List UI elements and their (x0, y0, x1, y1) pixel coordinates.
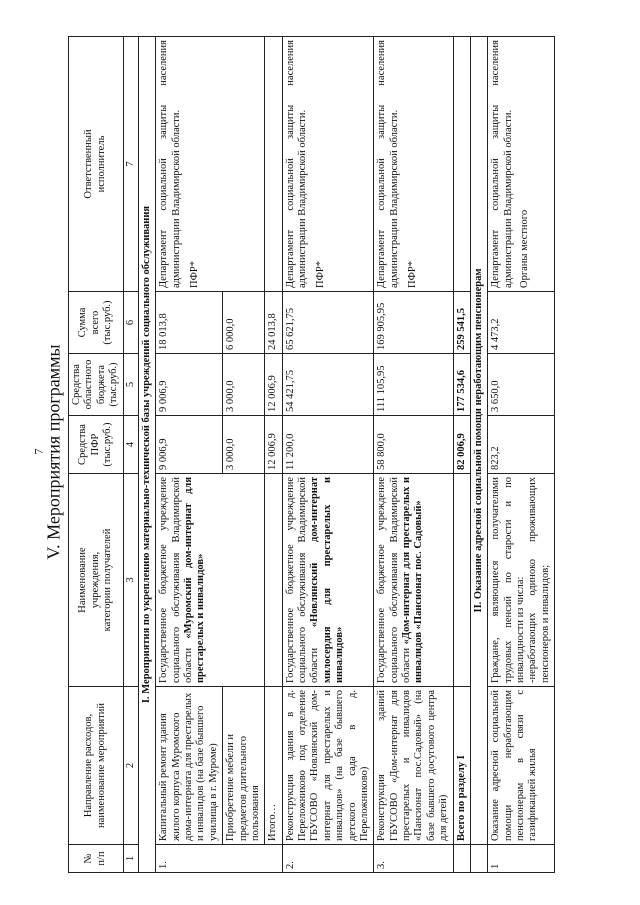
pfr-cell: 9 006,9 (156, 416, 223, 474)
row-number: 2. (282, 845, 374, 873)
pfr-cell: 12 006,9 (265, 416, 282, 474)
institution-cell: Государственное бюджетное учреждение социального обслуживания Владимирской области «Дом-интернат для престарелых и инвалидов «Пансионат пос. Садовый» (374, 474, 453, 687)
direction-cell: Реконструкция зданий ГБУСОВО «Дом-интернат для престарелых и инвалидов «Пансионат пос.Садовый» (на базе бывшего досугового центра для детей) (374, 687, 453, 845)
page-title: V. Мероприятия программы (43, 344, 64, 560)
col-number: 6 (123, 292, 138, 354)
total-cell: 4 473,2 (488, 292, 555, 354)
regional-total: 177 534,6 (453, 354, 470, 416)
section-row (470, 37, 487, 873)
executor-pfr: ПФР* (407, 261, 418, 288)
regional-cell: 12 006,9 (265, 354, 282, 416)
rotated-program-table (68, 37, 630, 873)
col-number: 2 (123, 687, 138, 845)
section-2-title: II. Оказание адресной социальной помощи неработающим пенсионерам (470, 37, 487, 845)
section-row (138, 37, 155, 873)
col-number: 1 (123, 845, 138, 873)
table-row (374, 37, 453, 873)
direction-cell: Капитальный ремонт здания жилого корпуса Муромского дома-интерната для престарелых и инвалидов (на базе бывшего училища в г. Муроме) (156, 687, 223, 845)
institution-name: «Новлянский дом-интернат милосердия для престарелых и инвалидов» (309, 477, 346, 683)
executor-cell: Департамент социальной защиты населения администрации Владимирской области. ПФР* (374, 37, 453, 292)
direction-cell: Оказание адресной социальной помощи неработающим пенсионерам в связи с газификацией жилья (488, 687, 555, 845)
pfr-cell: 11 200,0 (282, 416, 374, 474)
empty-cell (453, 845, 470, 873)
regional-cell: 54 421,75 (282, 354, 374, 416)
pfr-total: 82 006,9 (453, 416, 470, 474)
institution-cell: Государственное бюджетное учреждение социального обслуживания Владимирской области «Муромский дом-интернат для престарелых и инвалидов» (156, 474, 265, 687)
header-total: Сумма всего (тыс.руб.) (69, 292, 124, 354)
row-number: 3. (374, 845, 453, 873)
empty-cell (470, 845, 487, 873)
empty-cell (265, 37, 282, 292)
table-row (488, 37, 555, 873)
regional-cell: 9 006,9 (156, 354, 223, 416)
direction-cell: Приобретение мебели и предметов длительного пользования (223, 687, 265, 845)
section-total-label: Всего по разделу I (453, 687, 470, 845)
total-cell: 169 905,95 (374, 292, 453, 354)
pfr-cell: 3 000,0 (223, 416, 265, 474)
direction-cell: Реконструкция здания в д. Переложниково под отделение ГБУСОВО «Новлянский дом-интернат для престарелых и инвалидов» (на базе бывшего детского сада в д. Переложниково) (282, 687, 374, 845)
header-row (69, 37, 124, 873)
col-number: 7 (123, 37, 138, 292)
regional-cell: 111 105,95 (374, 354, 453, 416)
pfr-cell: 58 800,0 (374, 416, 453, 474)
col-number: 4 (123, 416, 138, 474)
regional-cell: 3 000,0 (223, 354, 265, 416)
page-number: 7 (31, 448, 46, 455)
grand-total: 259 541,5 (453, 292, 470, 354)
empty-cell (453, 37, 470, 292)
header-executor: Ответственный исполнитель (69, 37, 124, 292)
col-number: 5 (123, 354, 138, 416)
table-row (156, 37, 223, 873)
header-num: № п/п (69, 845, 124, 873)
executor-cell: Департамент социальной защиты населения администрации Владимирской области. ПФР* (282, 37, 374, 292)
row-number: 1. (156, 845, 282, 873)
executor-pfr: ПФР* (315, 261, 327, 288)
table-row (282, 37, 374, 873)
institution-name: «Муромский дом-интернат для престарелых и инвалидов» (183, 477, 207, 683)
executor-cell: Департамент социальной защиты населения администрации Владимирской области. ПФР* (156, 37, 265, 292)
institution-name: «Дом-интернат для престарелых и инвалидов «Пансионат пос. Садовый» (401, 477, 425, 683)
section-1-title: I. Мероприятия по укреплению материально-технической базы учреждений социального обслуживания (138, 37, 155, 873)
col-number: 3 (123, 474, 138, 687)
column-number-row (123, 37, 138, 873)
institution-cell: Государственное бюджетное учреждение социального обслуживания Владимирской области «Новлянский дом-интернат милосердия для престарелых и инвалидов» (282, 474, 374, 687)
table-row-total (453, 37, 470, 873)
total-cell: 65 621,75 (282, 292, 374, 354)
institution-cell: Граждане, являющиеся получателями трудовых пенсий по старости и по инвалидности из числа: -неработающих одиноко проживающих пенсионеров и инвалидов; (488, 474, 555, 687)
subtotal-label: Итого… (265, 687, 282, 845)
executor-cell: Департамент социальной защиты населения администрации Владимирской области. Органы местного (488, 37, 555, 292)
header-pfr: Средства ПФР (тыс.руб.) (69, 416, 124, 474)
header-institution: Наименование учреждения, категории получателей (69, 474, 124, 687)
total-cell: 24 013,8 (265, 292, 282, 354)
header-direction: Направление расходов, наименование мероприятий (69, 687, 124, 845)
header-regional: Средства областного бюджета (тыс.руб.) (69, 354, 124, 416)
empty-cell (265, 474, 282, 687)
total-cell: 6 000,0 (223, 292, 265, 354)
executor-pfr: ПФР* (189, 261, 200, 288)
row-number: 1 (488, 845, 555, 873)
empty-cell (453, 474, 470, 687)
program-measures-table (68, 36, 555, 873)
executor-local: Органы местного (519, 209, 530, 288)
regional-cell: 3 650,0 (488, 354, 555, 416)
table-row-subtotal (265, 37, 282, 873)
total-cell: 18 013,8 (156, 292, 223, 354)
pfr-cell: 823,2 (488, 416, 555, 474)
